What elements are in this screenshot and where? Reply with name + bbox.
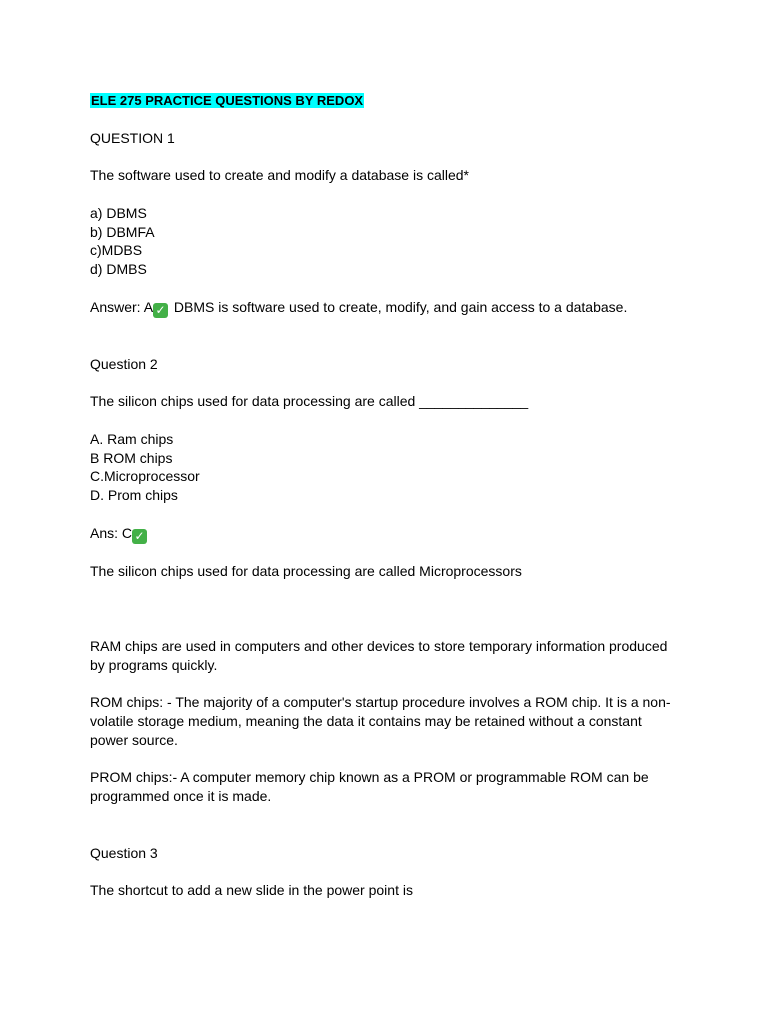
- question-2-note-prom: PROM chips:- A computer memory chip known as a PROM or programmable ROM can be programmed once it is made.: [90, 769, 649, 804]
- document-title: [90, 91, 364, 110]
- question-1-option-b: b) DBMFA: [90, 224, 155, 240]
- question-1-option-a: a) DBMS: [90, 205, 147, 221]
- question-1-answer-text: DBMS is software used to create, modify, and gain access to a database.: [170, 299, 628, 315]
- question-2-option-a: A. Ram chips: [90, 431, 174, 447]
- question-2-answer-prefix: Ans: C: [90, 525, 133, 541]
- question-2-answer: [90, 524, 149, 544]
- check-mark-icon: ✓: [153, 303, 168, 318]
- question-1-option-d: d) DMBS: [90, 261, 147, 277]
- question-3-label: Question 3: [90, 845, 158, 861]
- question-1-answer-prefix: Answer: A: [90, 299, 154, 315]
- question-2-option-b: B ROM chips: [90, 450, 173, 466]
- question-2-explanation: The silicon chips used for data processing are called Microprocessors: [90, 563, 522, 579]
- check-mark-icon: ✓: [132, 529, 147, 544]
- question-1-option-c: c)MDBS: [90, 242, 143, 258]
- question-2-option-d: D. Prom chips: [90, 487, 178, 503]
- question-1-answer: [90, 298, 627, 318]
- question-3-prompt: The shortcut to add a new slide in the power point is: [90, 882, 413, 898]
- question-2-note-ram: RAM chips are used in computers and other devices to store temporary information produced by programs quickly.: [90, 638, 668, 673]
- question-2-prompt: The silicon chips used for data processing are called ______________: [90, 393, 529, 409]
- question-2-option-c: C.Microprocessor: [90, 468, 200, 484]
- question-2-label: Question 2: [90, 356, 158, 372]
- title-highlight: ELE 275 PRACTICE QUESTIONS BY REDOX: [91, 93, 364, 108]
- question-2-note-rom: ROM chips: - The majority of a computer's startup procedure involves a ROM chip. It is a non-volatile storage medium, meaning the data it contains may be retained without a constant power source.: [90, 694, 671, 748]
- question-1-prompt: The software used to create and modify a database is called*: [90, 167, 469, 183]
- question-1-label: QUESTION 1: [90, 130, 175, 146]
